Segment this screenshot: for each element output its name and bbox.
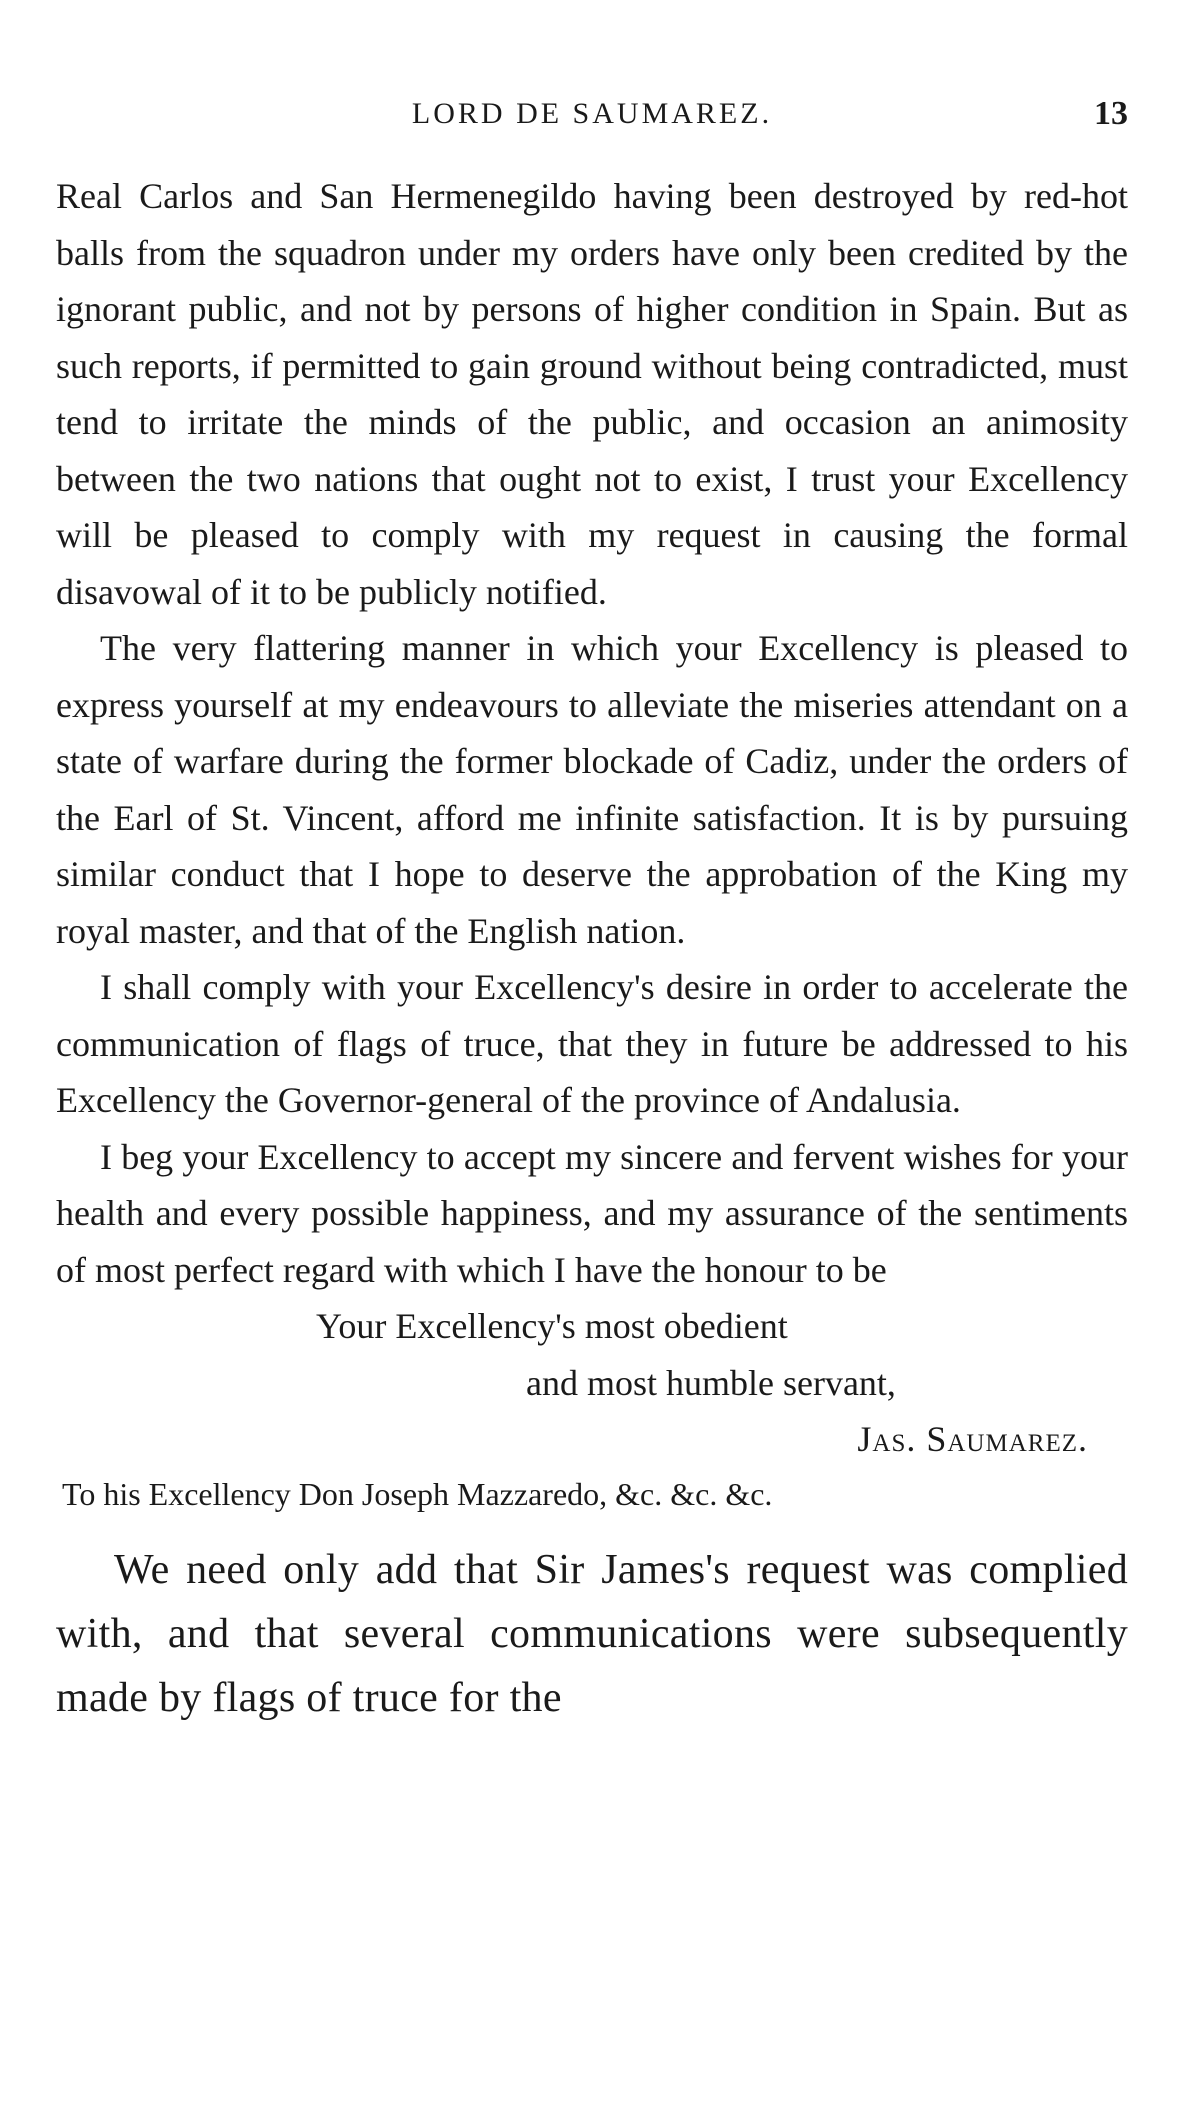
address-line: To his Excellency Don Joseph Mazzaredo, &c. &c. &c. <box>62 1475 773 1512</box>
closing-line-1: Your Excellency's most obedient <box>316 1306 788 1346</box>
paragraph-flattering-manner: The very flattering manner in which your Excellency is pleased to express yourself at my endeavours to alleviate the miseries attendant on a state of warfare during the former blockade of Cadiz, under the orders of the Earl of St. Vincent, afford me infinite satisfaction. It is by pursuing similar conduct that I hope to deserve the approbation of the King my royal master, and that of the English nation. <box>56 628 1128 951</box>
running-head <box>56 92 1128 136</box>
running-title: LORD DE SAUMAREZ. <box>411 97 773 130</box>
signature: Jas. Saumarez. <box>857 1419 1088 1459</box>
closing-line-2: and most humble servant, <box>526 1362 896 1403</box>
page-number: 13 <box>1094 95 1128 132</box>
paragraph-flags-of-truce: I shall comply with your Excellency's desire in order to accelerate the communication of flags of truce, that they in future be addressed to his Excellency the Governor-general of the province of Andalusia. <box>56 967 1128 1120</box>
paragraph-continued: Real Carlos and San Hermenegildo having been destroyed by red-hot balls from the squadron under my orders have only been credited by the ignorant public, and not by persons of higher condition in Spain. But as such reports, if permitted to gain ground without being contradicted, must tend to irritate the minds of the public, and occasion an animosity between the two nations that ought not to exist, I trust your Excellency will be pleased to comply with my request in causing the formal disavowal of it to be publicly notified. <box>56 176 1128 612</box>
paragraph-wishes: I beg your Excellency to accept my sincere and fervent wishes for your health and every possible happiness, and my assurance of the sentiments of most perfect regard with which I have the honour to be <box>56 1136 1128 1290</box>
letter-body <box>56 168 1128 1730</box>
narrative-paragraph: We need only add that Sir James's request was complied with, and that several communications were subsequently made by flags of truce for the <box>56 1546 1128 1721</box>
